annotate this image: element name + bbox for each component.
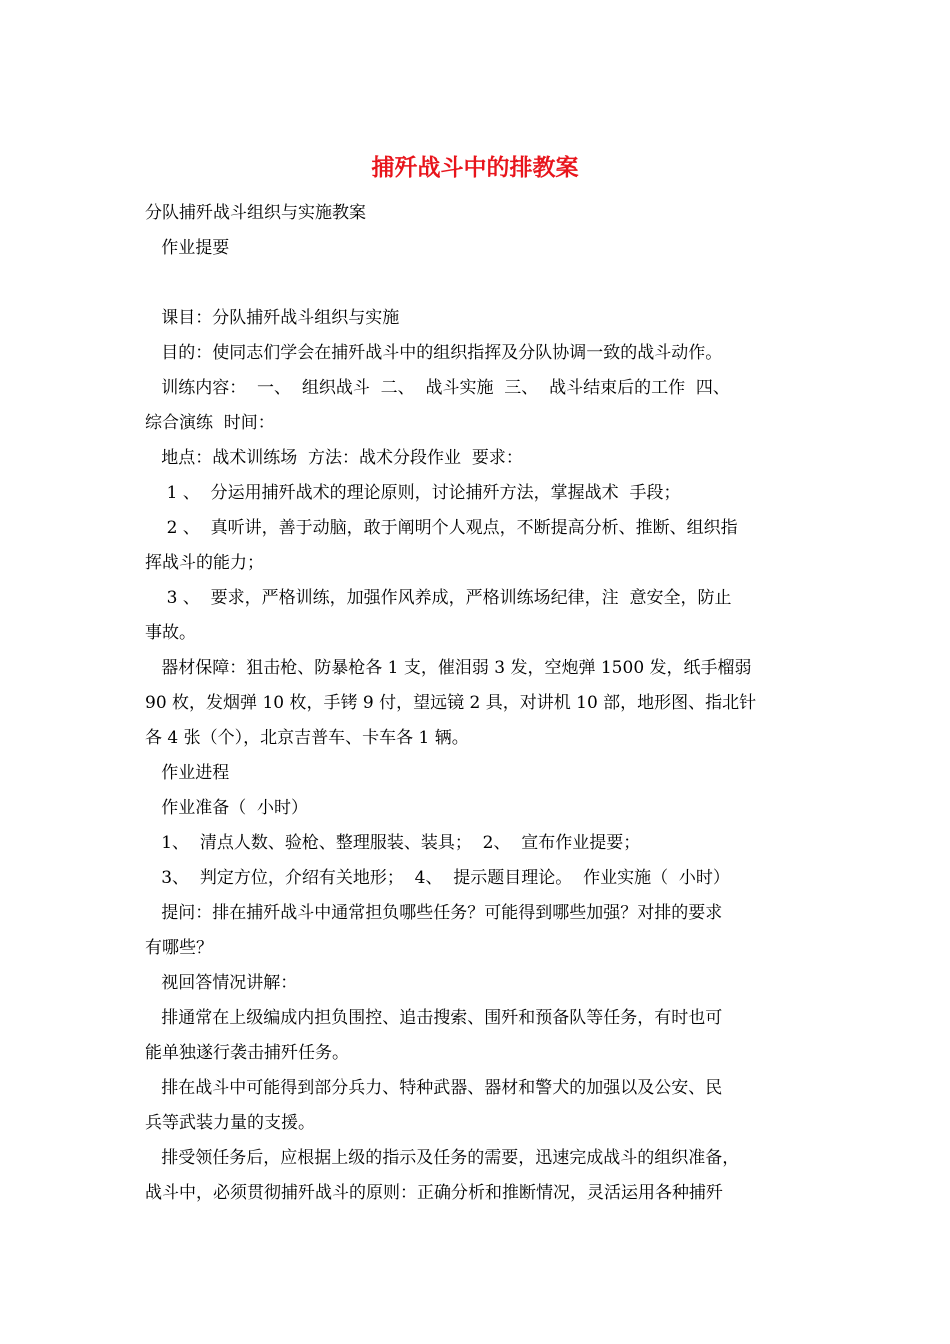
paragraph: 3 、 要求，严格训练，加强作风养成，严格训练场纪律，注 意安全，防止	[145, 588, 732, 608]
paragraph: 排在战斗中可能得到部分兵力、特种武器、器材和警犬的加强以及公安、民	[145, 1078, 723, 1098]
paragraph: 提问：排在捕歼战斗中通常担负哪些任务？可能得到哪些加强？对排的要求	[145, 903, 723, 923]
paragraph: 分队捕歼战斗组织与实施教案	[145, 203, 366, 223]
paragraph: 器材保障：狙击枪、防暴枪各 1 支，催泪弱 3 发，空炮弹 1500 发，纸手榴弱	[145, 658, 752, 678]
paragraph: 综合演练 时间：	[145, 413, 275, 433]
paragraph: 排受领任务后，应根据上级的指示及任务的需要，迅速完成战斗的组织准备，	[145, 1148, 740, 1168]
paragraph: 有哪些？	[145, 938, 213, 958]
paragraph: 兵等武装力量的支援。	[145, 1113, 315, 1133]
paragraph: 各 4 张（个），北京吉普车、卡车各 1 辆。	[145, 728, 469, 748]
paragraph: 作业提要	[145, 238, 230, 258]
paragraph: 挥战斗的能力；	[145, 553, 264, 573]
paragraph: 地点：战术训练场 方法：战术分段作业 要求：	[145, 448, 523, 468]
paragraph: 事故。	[145, 623, 196, 643]
paragraph: 90 枚，发烟弹 10 枚，手铐 9 付，望远镜 2 具，对讲机 10 部，地形图、指北针	[145, 693, 757, 713]
paragraph: 目的：使同志们学会在捕歼战斗中的组织指挥及分队协调一致的战斗动作。	[145, 343, 723, 363]
document-body	[145, 196, 805, 1211]
paragraph: 能单独遂行袭击捕歼任务。	[145, 1043, 349, 1063]
paragraph: 战斗中，必须贯彻捕歼战斗的原则：正确分析和推断情况，灵活运用各种捕歼	[145, 1183, 723, 1203]
paragraph: 作业进程	[145, 763, 230, 783]
paragraph: 训练内容： 一、 组织战斗 二、 战斗实施 三、 战斗结束后的工作 四、	[145, 378, 730, 398]
paragraph: 1 、 分运用捕歼战术的理论原则，讨论捕歼方法，掌握战术 手段；	[145, 483, 681, 503]
document-title: 捕歼战斗中的排教案	[371, 154, 579, 181]
paragraph: 视回答情况讲解：	[145, 973, 298, 993]
paragraph	[145, 266, 805, 301]
paragraph: 2 、 真听讲，善于动脑，敢于阐明个人观点，不断提高分析、推断、组织指	[145, 518, 738, 538]
paragraph: 3、 判定方位，介绍有关地形； 4、 提示题目理论。 作业实施（ 小时）	[145, 868, 730, 888]
paragraph: 排通常在上级编成内担负围控、追击搜索、围歼和预备队等任务，有时也可	[145, 1008, 723, 1028]
paragraph: 1、 清点人数、验枪、整理服装、装具； 2、 宣布作业提要；	[145, 833, 641, 853]
paragraph: 作业准备（ 小时）	[145, 798, 309, 818]
paragraph: 课目：分队捕歼战斗组织与实施	[145, 308, 400, 328]
